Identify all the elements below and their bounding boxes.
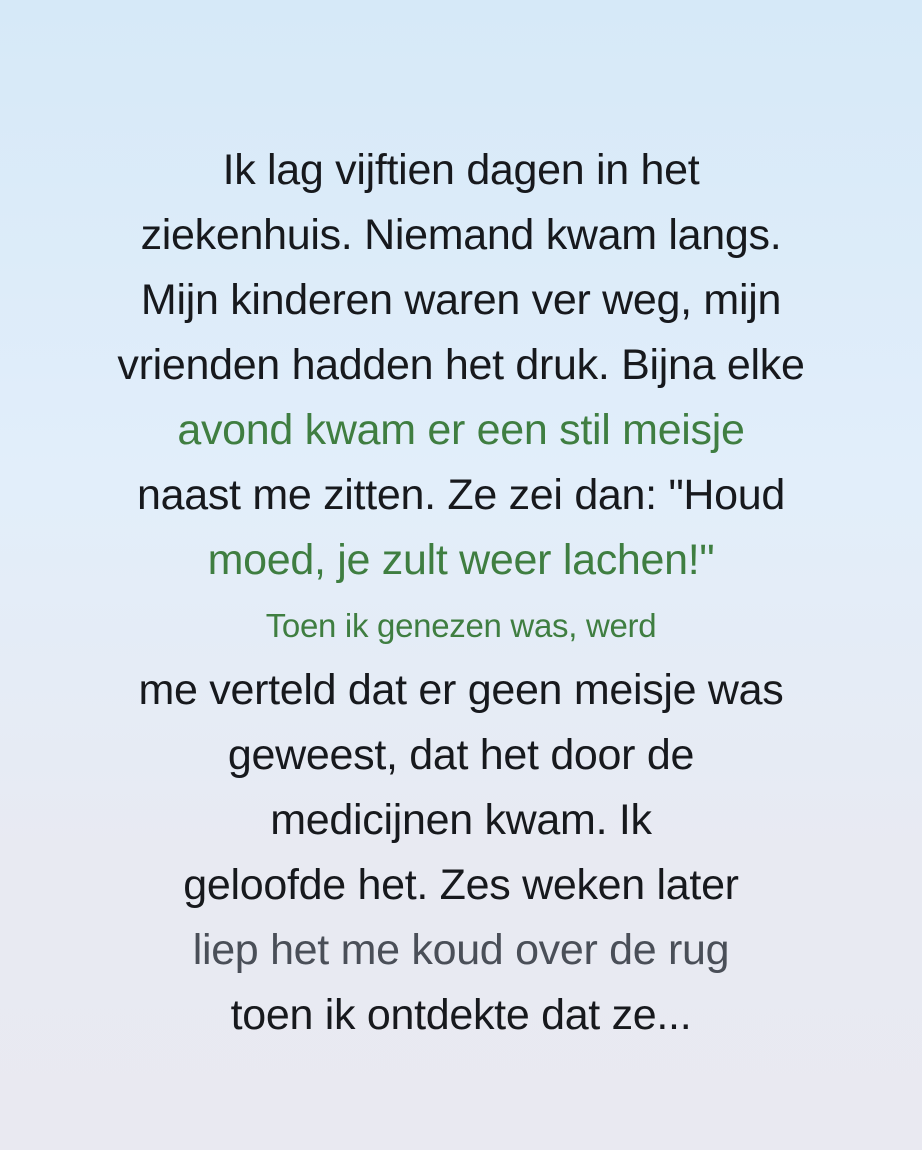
quote-text-block — [0, 138, 922, 1048]
quote-line-4: vrienden hadden het druk. Bijna elke — [117, 341, 805, 389]
quote-line-10: geweest, dat het door de — [227, 731, 695, 779]
quote-line-3: Mijn kinderen waren ver weg, mijn — [140, 276, 782, 324]
quote-line-11: medicijnen kwam. Ik — [270, 796, 652, 844]
quote-line-2: ziekenhuis. Niemand kwam langs. — [140, 211, 782, 259]
quote-line-1: Ik lag vijftien dagen in het — [222, 146, 700, 194]
quote-line-13: liep het me koud over de rug — [192, 926, 730, 974]
quote-line-9: me verteld dat er geen meisje was — [138, 666, 784, 714]
quote-line-14: toen ik ontdekte dat ze... — [230, 991, 692, 1039]
quote-line-7: moed, je zult weer lachen!" — [207, 536, 715, 584]
quote-line-12: geloofde het. Zes weken later — [183, 861, 739, 909]
quote-line-6: naast me zitten. Ze zei dan: "Houd — [136, 471, 786, 519]
quote-line-8: Toen ik genezen was, werd — [265, 607, 657, 644]
quote-line-5: avond kwam er een stil meisje — [177, 406, 745, 454]
